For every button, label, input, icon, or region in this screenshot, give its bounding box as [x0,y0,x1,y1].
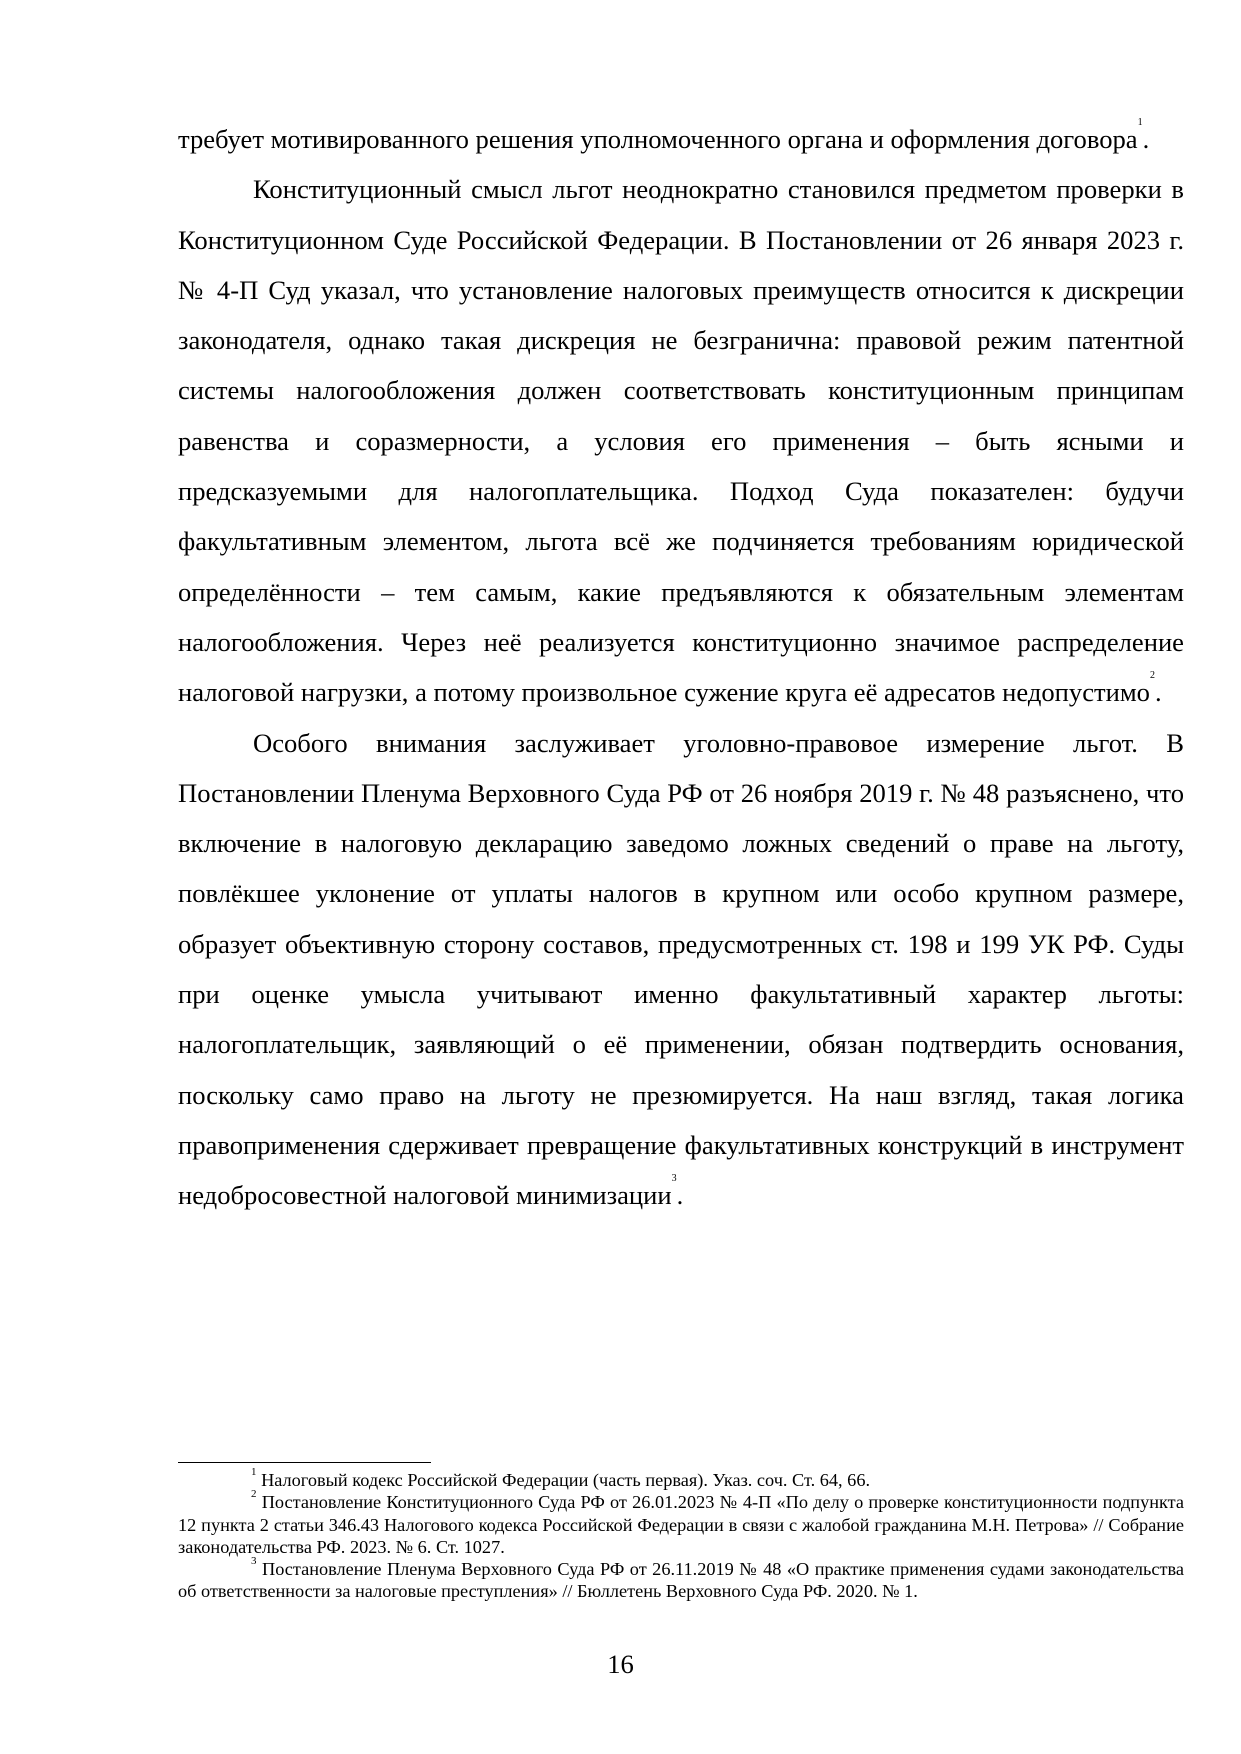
footnote-3 [178,1555,1184,1603]
body-text [178,114,1184,1221]
footnote-reference[interactable]: 3 [671,1173,677,1185]
paragraph-text: требует мотивированного решения уполномоченного органа и оформления договора [178,124,1138,154]
page-number: 16 [607,1649,634,1679]
paragraph-text: Конституционный смысл льгот неоднократно становился предметом проверки в Конституционном Суде Российской Федерации. В Постановлении от 26 января 2023 г. № 4-П Суд указал, что установление налоговых преимуществ относится к дискреции законодателя, однако такая дискреция не безгранична: правовой режим патентной системы налогообложения должен соответствовать конституционным принципам равенства и соразмерности, а условия его применения – быть ясными и предсказуемыми для налогоплательщика. Подход Суда показателен: будучи факультативным элементом, льгота всё же подчиняется требованиям юридической определённости – тем самым, какие предъявляются к обязательным элементам налогообложения. Через неё реализуется конституционно значимое распределение налоговой нагрузки, а потому произвольное сужение круга её адресатов недопустимо [178,174,1184,708]
footnote-separator [178,1462,431,1463]
footnote-2 [178,1488,1184,1558]
footnote-text: Постановление Пленума Верховного Суда РФ от 26.11.2019 № 48 «О практике применения судами законодательства об ответственности за налоговые преступления» // Бюллетень Верховного Суда РФ. 2020. № 1. [178,1559,1184,1602]
footnote-1 [178,1466,1184,1491]
footnote-number: 2 [251,1488,257,1501]
footnote-number: 3 [251,1555,257,1568]
paragraph-constitutional-meaning [178,164,1184,717]
paragraph-tail: . [1154,677,1162,708]
paragraph-text: Особого внимания заслуживает уголовно-правовое измерение льгот. В Постановлении Пленума Верховного Суда РФ от 26 ноября 2019 г. № 48 разъяснено, что включение в налоговую декларацию заведомо ложных сведений о праве на льготу, повлёкшее уклонение от уплаты налогов в крупном или особо крупном размере, образует объективную сторону составов, предусмотренных ст. 198 и 199 УК РФ. Суды при оценке умысла учитывают именно факультативный характер льготы: налогоплательщик, заявляющий о её применении, обязан подтвердить основания, поскольку само право на льготу не презюмируется. На наш взгляд, такая логика правоприменения сдерживает превращение факультативных конструкций в инструмент недобросовестной налоговой минимизации [178,727,1184,1211]
footnote-number: 1 [251,1466,257,1478]
footnotes [178,1466,1184,1603]
footnote-text: Постановление Конституционного Суда РФ от 26.01.2023 № 4-П «По делу о проверке конституционности подпункта 12 пункта 2 статьи 346.43 Налогового кодекса Российской Федерации в связи с жалобой гражданина М.Н. Петрова» // Собрание законодательства РФ. 2023. № 6. Ст. 1027. [178,1492,1184,1557]
paragraph-criminal-dimension [178,718,1184,1221]
paragraph-continuation [178,114,1184,164]
footnote-reference[interactable]: 2 [1149,670,1155,682]
paragraph-tail: . [1142,124,1150,154]
paragraph-tail: . [676,1180,684,1211]
footnote-text: Налоговый кодекс Российской Федерации (часть первая). Указ. соч. Ст. 64, 66. [256,1470,871,1490]
footnote-reference[interactable]: 1 [1137,117,1143,128]
